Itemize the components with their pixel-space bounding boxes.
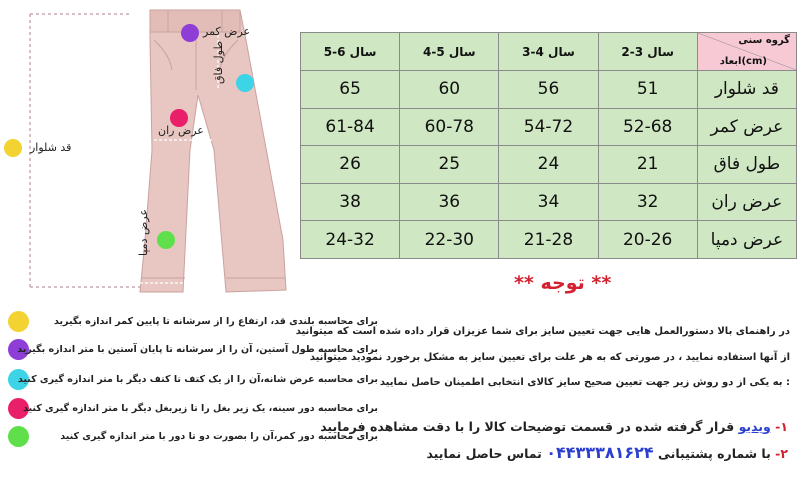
age-group-header: 4-5 سال	[400, 33, 499, 71]
rise-marker-dot	[236, 74, 254, 92]
table-cell: 24	[499, 146, 598, 184]
table-cell: 65	[301, 71, 400, 109]
table-cell: 61-84	[301, 108, 400, 146]
table-row	[301, 183, 797, 221]
step-number: ۱-	[775, 419, 788, 434]
instruction-line: از آنها استفاده نمایید ، در صورتی که به هر علت برای تعیین سایز به مشکل برخورد نمودید میتوانید	[309, 352, 790, 363]
table-corner-cell	[697, 33, 796, 71]
size-table	[300, 32, 797, 259]
corner-dimension-label: ابعاد(cm)	[719, 56, 767, 67]
row-label: طول فاق	[697, 146, 796, 184]
legend-text: برای محاسبه دور کمر،آن را بصورت دو تا دور با متر اندازه گیری کنید	[60, 431, 378, 442]
instruction-line: در راهنمای بالا دستورالعمل هایی جهت تعیین سایز برای شما عزیزان قرار داده شده است که میتوانید	[295, 326, 790, 337]
step-text: تماس حاصل نمایید	[426, 446, 547, 461]
table-header-row	[301, 33, 797, 71]
step-video	[320, 419, 788, 434]
table-cell: 60-78	[400, 108, 499, 146]
table-cell: 21	[598, 146, 697, 184]
length-marker-dot	[4, 139, 22, 157]
waist-marker-dot	[181, 24, 199, 42]
legend-dot	[8, 311, 29, 332]
table-cell: 51	[598, 71, 697, 109]
table-cell: 54-72	[499, 108, 598, 146]
table-cell: 21-28	[499, 221, 598, 259]
table-cell: 25	[400, 146, 499, 184]
age-group-header: 5-6 سال	[301, 33, 400, 71]
legend-item	[8, 398, 378, 420]
table-cell: 24-32	[301, 221, 400, 259]
support-phone-number[interactable]: ۰۴۴۳۳۳۸۱۶۲۴	[546, 443, 654, 462]
hem-marker-dot	[157, 231, 175, 249]
legend-dot	[8, 426, 29, 447]
legend-text: برای محاسبه بلندی قد، ارتفاع را از سرشانه تا پایین کمر اندازه بگیرید	[53, 316, 378, 327]
step-text: قرار گرفته شده در قسمت توضیحات کالا را با دقت مشاهده فرمایید	[320, 419, 739, 434]
legend-item	[8, 369, 378, 391]
waist-label: عرض کمر	[203, 25, 251, 38]
table-row	[301, 146, 797, 184]
table-cell: 20-26	[598, 221, 697, 259]
table-cell: 34	[499, 183, 598, 221]
pants-illustration	[0, 0, 330, 300]
table-row	[301, 221, 797, 259]
table-row	[301, 71, 797, 109]
hem-label: عرض دمپا	[137, 209, 150, 256]
instruction-line: : به یکی از دو روش زیر جهت تعیین صحیح سایز کالای انتخابی اطمینان حاصل نمایید	[379, 377, 790, 388]
step-number: ۲-	[775, 446, 788, 461]
thigh-label: عرض ران	[158, 124, 204, 137]
legend-text: برای محاسبه طول آستین، آن را از سرشانه تا پایان آستین با متر اندازه بگیرید	[17, 344, 378, 355]
legend-text: برای محاسبه عرض شانه،آن را از یک کتف تا کتف دیگر با متر اندازه گیری کنید	[17, 374, 378, 385]
video-link[interactable]: ویدیو	[738, 419, 771, 434]
table-cell: 36	[400, 183, 499, 221]
age-group-header: 3-4 سال	[499, 33, 598, 71]
step-text: با شماره پشتیبانی	[653, 446, 776, 461]
notice-heading: ** توجه **	[514, 272, 612, 294]
table-cell: 38	[301, 183, 400, 221]
size-chart-table	[300, 32, 797, 259]
legend-text: برای محاسبه دور سینه، یک زیر بغل را تا زیربغل دیگر با متر اندازه گیری کنید	[22, 403, 378, 414]
row-label: عرض دمپا	[697, 221, 796, 259]
table-cell: 32	[598, 183, 697, 221]
table-cell: 26	[301, 146, 400, 184]
rise-label: طول فاق	[212, 40, 225, 84]
corner-age-label: گروه سنی	[738, 35, 790, 46]
age-group-header: 2-3 سال	[598, 33, 697, 71]
table-row	[301, 108, 797, 146]
step-phone	[426, 443, 788, 462]
table-cell: 52-68	[598, 108, 697, 146]
table-cell: 22-30	[400, 221, 499, 259]
table-cell: 56	[499, 71, 598, 109]
table-cell: 60	[400, 71, 499, 109]
row-label: عرض ران	[697, 183, 796, 221]
length-label: قد شلوار	[30, 141, 72, 154]
row-label: عرض کمر	[697, 108, 796, 146]
row-label: قد شلوار	[697, 71, 796, 109]
